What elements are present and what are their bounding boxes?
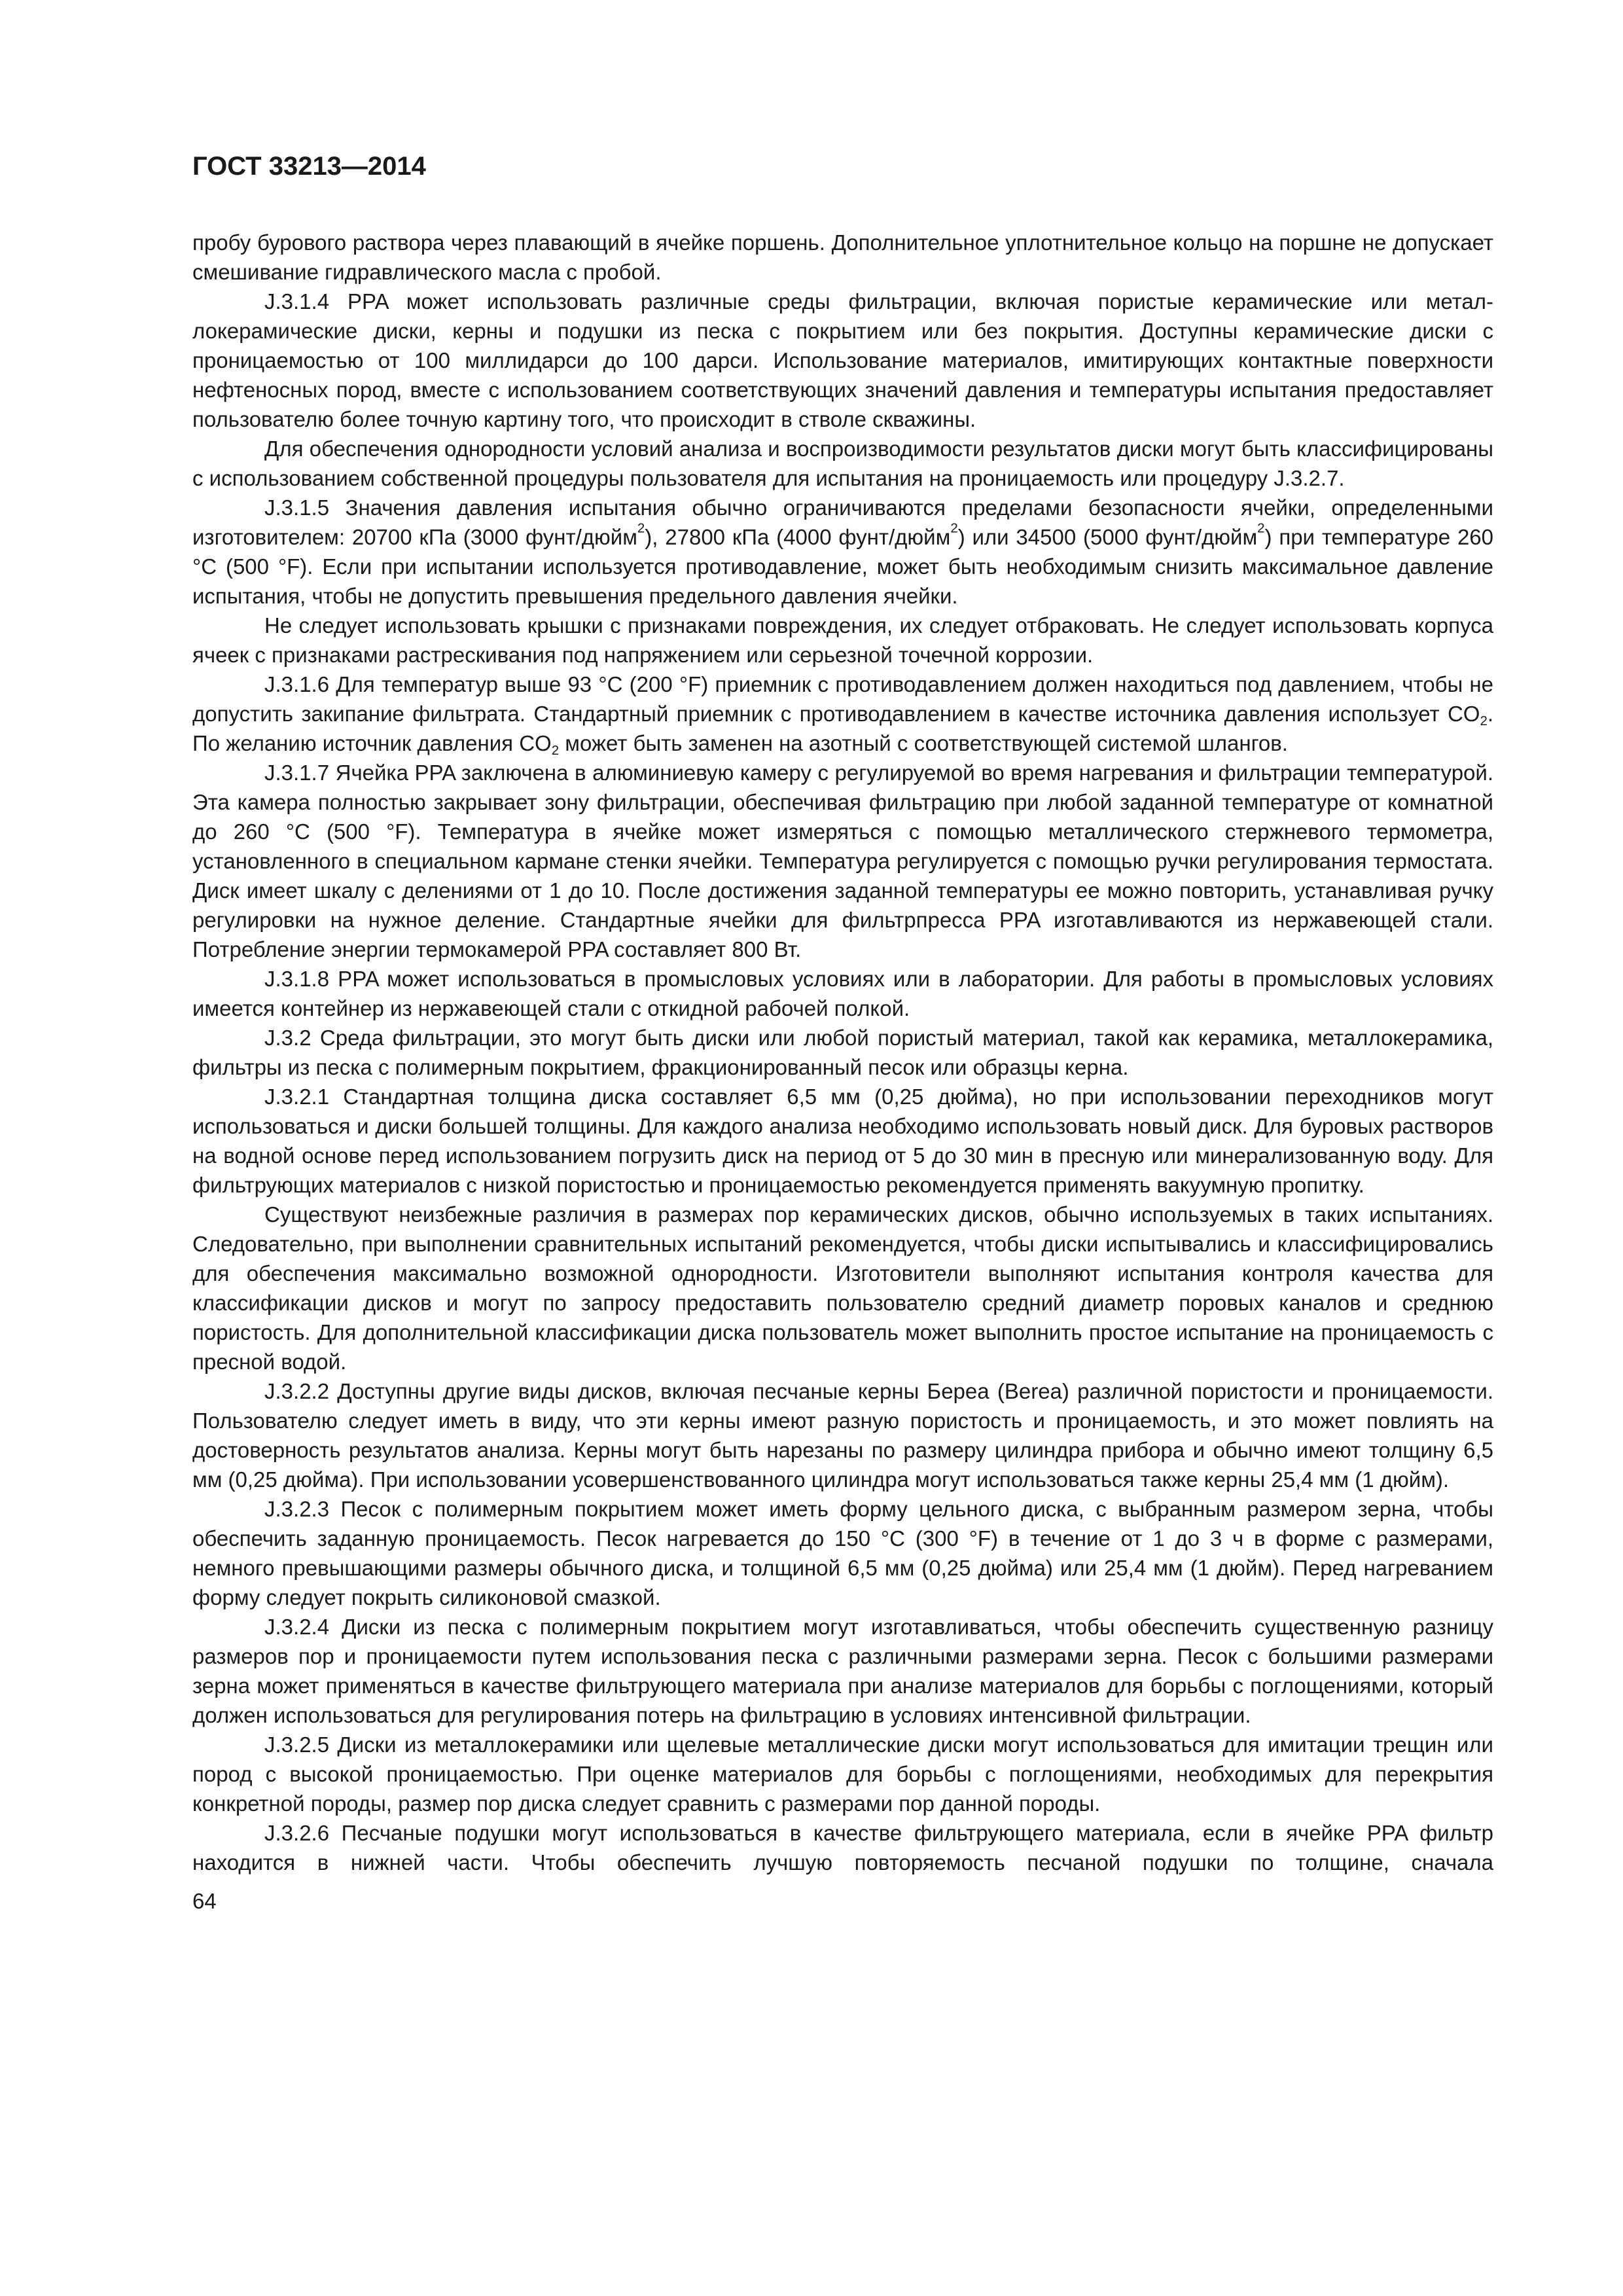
text-run: ) при температуре 260 °C (500 °F). Если при испытании используется противодавление, может быть необходимым снизить максимальное давление испытания, чтобы не допустить превышения предельного давления ячейки. (192, 525, 1493, 608)
document-page (192, 148, 1493, 1916)
text-run: ) или 34500 (5000 фунт/дюйм (957, 525, 1258, 549)
superscript: 2 (950, 520, 958, 536)
paragraph: Существуют неизбежные различия в размерах пор керамических дисков, обычно используемых в таких испытаниях. Следовательно, при выполнении сравнительных испытаний рекомендуется, чтобы диски испытывались и классифицировались для обеспечения максимально возможной однородности. Изготовители выполняют испытания контроля качества для классификации дисков и могут по запросу предоставить пользователю средний диаметр поровых каналов и среднюю пористость. Для дополнительной классификации диска пользователь может выполнить простое испытание на проницаемость с пресной водой. (192, 1202, 1493, 1374)
paragraph: Не следует использовать крышки с признаками повреждения, их следует отбраковать. Не следует использовать корпуса ячеек с признаками растрескивания под напряжением или серьезной точечной коррозии. (192, 613, 1493, 667)
text-run: J.3.1.6 Для температур выше 93 °C (200 °F) приемник с противодавлением должен находиться под давлением, чтобы не допустить закипание фильтрата. Стандартный приемник с противодавлением в качестве источника давления использует CO (192, 672, 1493, 726)
paragraph-j3-1-7: J.3.1.7 Ячейка PPA заключена в алюминиевую камеру с регулируемой во время нагревания и фильтрации температурой. Эта камера полностью закрывает зону фильтрации, обеспечивая фильтрацию при любой заданной температуре от комнатной до 260 °C (500 °F). Температура в ячейке может измеряться с помощью металлического стержневого термометра, установленного в специальном кармане стенки ячейки. Температура регулируется с помощью ручки регулирования термостата. Диск имеет шкалу с делениями от 1 до 10. После достижения заданной температуры ее можно повторить, устанавливая ручку регулировки на нужное деление. Стандартные ячейки для фильтрпресса PPA изготавливаются из нержавеющей стали. Потребление энергии термокамерой PPA составляет 800 Вт. (192, 761, 1493, 961)
paragraph-j3-2: J.3.2 Среда фильтрации, это могут быть диски или любой пористый материал, такой как керамика, металлокерамика, фильтры из песка с полимерным покрытием, фракционированный песок или образцы керна. (192, 1026, 1493, 1079)
text-run: может быть заменен на азотный с соответствующей системой шлангов. (559, 731, 1288, 755)
text-run: ), 27800 кПа (4000 фунт/дюйм (645, 525, 951, 549)
paragraph-j3-1-4: J.3.1.4 PPA может использовать различные среды фильтрации, включая пористые керамические или металлокерамические диски, керны и подушки из песка с покрытием или без покрытия. Доступны керамические диски с проницаемостью от 100 миллидарси до 100 дарси. Использование материалов, имитирующих контактные поверхности нефтеносных пород, вместе с использованием соответствующих значений давления и температуры испытания предоставляет пользователю более точную картину того, что происходит в стволе скважины. (192, 289, 1493, 431)
paragraph-j3-2-1: J.3.2.1 Стандартная толщина диска составляет 6,5 мм (0,25 дюйма), но при использовании переходников могут использоваться и диски большей толщины. Для каждого анализа необходимо использовать новый диск. Для буровых растворов на водной основе перед использованием погрузить диск на период от 5 до 30 мин в пресную или минерализованную воду. Для фильтрующих материалов с низкой пористостью и проницаемостью рекомендуется применять вакуумную пропитку. (192, 1085, 1493, 1197)
paragraph-j3-2-3: J.3.2.3 Песок с полимерным покрытием может иметь форму цельного диска, с выбранным размером зерна, чтобы обеспечить заданную проницаемость. Песок нагревается до 150 °C (300 °F) в течение от 1 до 3 ч в форме с размерами, немного превышающими размеры обычного диска, и толщиной 6,5 мм (0,25 дюйма) или 25,4 мм (1 дюйм). Перед нагреванием форму следует покрыть силиконовой смазкой. (192, 1497, 1493, 1609)
paragraph-j3-2-2: J.3.2.2 Доступны другие виды дисков, включая песчаные керны Береа (Berea) различной пористости и проницаемости. Пользователю следует иметь в виду, что эти керны имеют разную пористость и проницаемость, и это может повлиять на достоверность результатов анализа. Керны могут быть нарезаны по размеру цилиндра прибора и обычно имеют толщину 6,5 мм (0,25 дюйма). При использовании усовершенствованного цилиндра могут использоваться также керны 25,4 мм (1 дюйм). (192, 1379, 1493, 1492)
superscript: 2 (1257, 520, 1265, 536)
paragraph: пробу бурового раствора через плавающий в ячейке поршень. Дополнительное уплотнительное кольцо на поршне не допускает смешивание гидравлического масла с пробой. (192, 230, 1493, 284)
body-text (192, 228, 1493, 1877)
paragraph: Для обеспечения однородности условий анализа и воспроизводимости результатов диски могут быть классифицированы с использованием собственной процедуры пользователя для испытания на проницаемость или процедуру J.3.2.7. (192, 437, 1493, 490)
paragraph-j3-1-5 (192, 493, 1493, 611)
paragraph-j3-1-6 (192, 670, 1493, 758)
document-header: ГОСТ 33213—2014 (192, 152, 426, 181)
page-number: 64 (192, 1889, 217, 1913)
subscript: 2 (551, 743, 560, 759)
subscript: 2 (1480, 713, 1488, 729)
text-run: J.3.1.5 Значения давления испытания обычно ограничиваются пределами безопасности ячейки, определенными изготовителем: 20700 кПа (3000 фунт/дюйм (192, 495, 1493, 549)
paragraph-j3-2-6: J.3.2.6 Песчаные подушки могут использоваться в качестве фильтрующего материала, если в ячейке PPA фильтр находится в нижней части. Чтобы обеспечить лучшую повторяемость песчаной подушки по толщине, сначала (192, 1821, 1493, 1874)
paragraph-j3-1-8: J.3.1.8 PPA может использоваться в промысловых условиях или в лаборатории. Для работы в промысловых условиях имеется контейнер из нержавеющей стали с откидной рабочей полкой. (192, 967, 1493, 1020)
superscript: 2 (637, 520, 645, 536)
paragraph-j3-2-4: J.3.2.4 Диски из песка с полимерным покрытием могут изготавливаться, чтобы обеспечить существенную разницу размеров пор и проницаемости путем использования песка с различными размерами зерна. Песок с большими размерами зерна может применяться в качестве фильтрующего материала при анализе материалов для борьбы с поглощениями, который должен использоваться для регулирования потерь на фильтрацию в условиях интенсивной фильтрации. (192, 1615, 1493, 1727)
text-run: . По желанию источник давления CO (192, 702, 1493, 755)
paragraph-j3-2-5: J.3.2.5 Диски из металлокерамики или щелевые металлические диски могут использоваться для имитации трещин или пород с высокой проницаемостью. При оценке материалов для борьбы с поглощениями, необходимых для перекрытия конкретной породы, размер пор диска следует сравнить с размерами пор данной породы. (192, 1732, 1493, 1816)
